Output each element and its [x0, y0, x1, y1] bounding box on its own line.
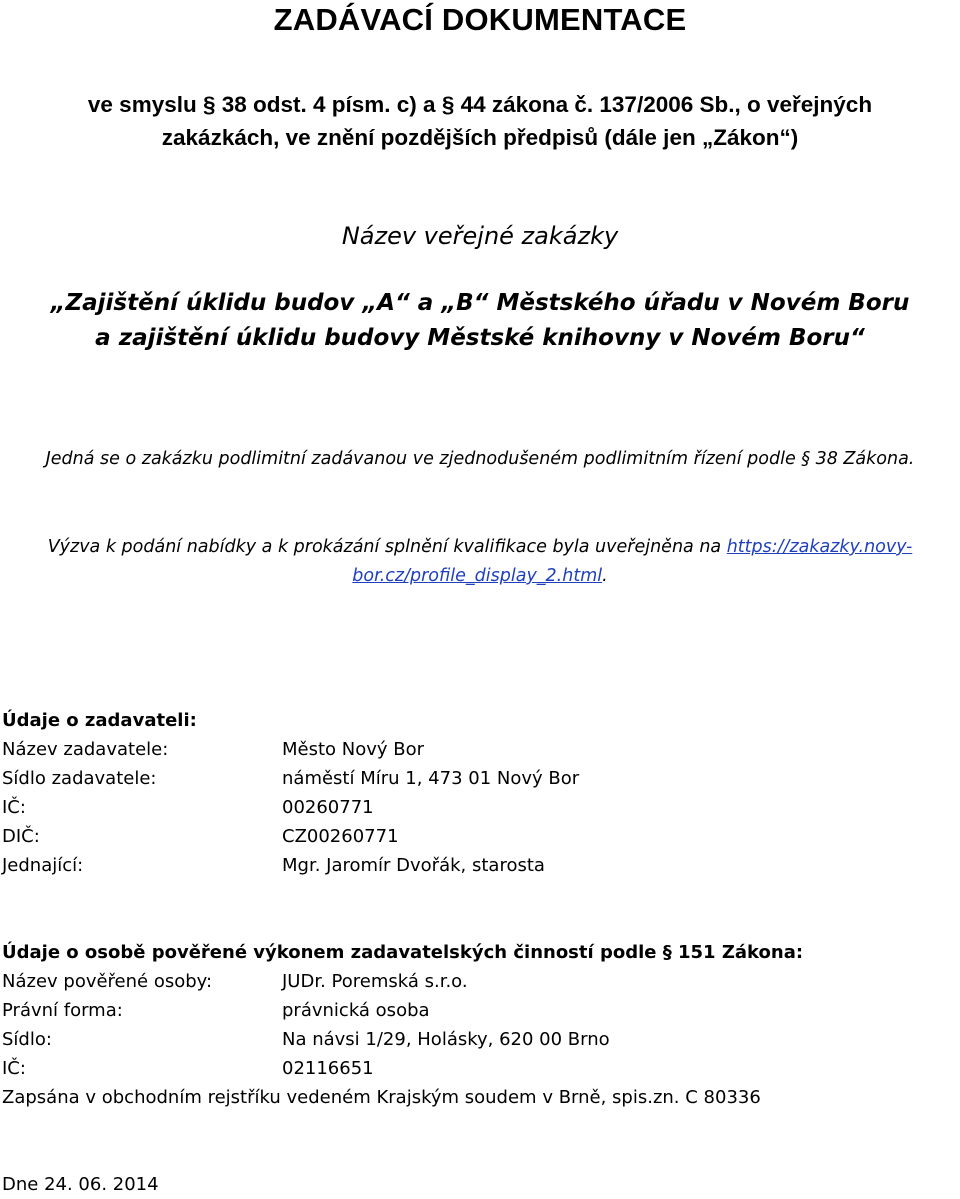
invitation-line-1	[0, 533, 960, 562]
info-label: Právní forma:	[2, 1000, 123, 1021]
info-value: náměstí Míru 1, 473 01 Nový Bor	[282, 768, 580, 789]
info-value: JUDr. Poremská s.r.o.	[282, 971, 468, 992]
info-value: Na návsi 1/29, Holásky, 620 00 Brno	[282, 1029, 610, 1050]
info-label: Název pověřené osoby:	[2, 971, 213, 992]
subtitle-line-2: zakázkách, ve znění pozdějších předpisů (dále jen „Zákon“)	[161, 125, 799, 150]
profile-link-part-2[interactable]: bor.cz/profile_display_2.html	[352, 566, 603, 586]
info-label: DIČ:	[2, 826, 40, 847]
contract-name-line-1: „Zajištění úklidu budov „A“ a „B“ Městského úřadu v Novém Boru	[50, 290, 910, 316]
info-row	[2, 764, 902, 793]
info-row	[2, 735, 902, 764]
contract-name	[0, 286, 960, 356]
info-label: IČ:	[2, 797, 26, 818]
info-row	[2, 1054, 952, 1083]
info-value: 02116651	[282, 1058, 374, 1079]
document-date: Dne 24. 06. 2014	[2, 1174, 159, 1195]
contract-name-label: Název veřejné zakázky	[341, 222, 619, 250]
procedure-paragraph: Jedná se o zakázku podlimitní zadávanou ve zjednodušeném podlimitním řízení podle § 38 Zákona.	[45, 449, 915, 469]
info-value: právnická osoba	[282, 1000, 430, 1021]
registration-note: Zapsána v obchodním rejstříku vedeném Krajským soudem v Brně, spis.zn. C 80336	[2, 1087, 761, 1108]
info-row	[2, 1025, 952, 1054]
invitation-paragraph	[0, 533, 960, 591]
profile-link-part-1[interactable]: https://zakazky.novy-	[726, 537, 913, 557]
invitation-line-2	[0, 562, 960, 591]
authorized-person-section	[2, 938, 952, 1112]
info-value: Město Nový Bor	[282, 739, 425, 760]
info-row	[2, 822, 902, 851]
subtitle-line-1: ve smyslu § 38 odst. 4 písm. c) a § 44 zákona č. 137/2006 Sb., o veřejných	[87, 92, 873, 117]
info-label: Název zadavatele:	[2, 739, 169, 760]
info-row	[2, 996, 952, 1025]
info-value: Mgr. Jaromír Dvořák, starosta	[282, 855, 545, 876]
document-title: ZADÁVACÍ DOKUMENTACE	[273, 2, 687, 37]
contracting-authority-heading: Údaje o zadavateli:	[2, 710, 197, 731]
info-row	[2, 793, 902, 822]
invitation-period: .	[602, 566, 608, 586]
info-label: Jednající:	[2, 855, 84, 876]
info-label: Sídlo zadavatele:	[2, 768, 157, 789]
authorized-person-heading: Údaje o osobě pověřené výkonem zadavatelských činností podle § 151 Zákona:	[2, 942, 804, 963]
contract-name-line-2: a zajištění úklidu budovy Městské knihovny v Novém Boru“	[95, 325, 865, 351]
contracting-authority-section	[2, 706, 902, 880]
info-label: IČ:	[2, 1058, 26, 1079]
info-value: CZ00260771	[282, 826, 399, 847]
info-row	[2, 851, 902, 880]
invitation-text: Výzva k podání nabídky a k prokázání splnění kvalifikace byla uveřejněna na	[47, 537, 727, 557]
document-subtitle	[0, 88, 960, 154]
info-value: 00260771	[282, 797, 374, 818]
info-row	[2, 967, 952, 996]
info-label: Sídlo:	[2, 1029, 52, 1050]
